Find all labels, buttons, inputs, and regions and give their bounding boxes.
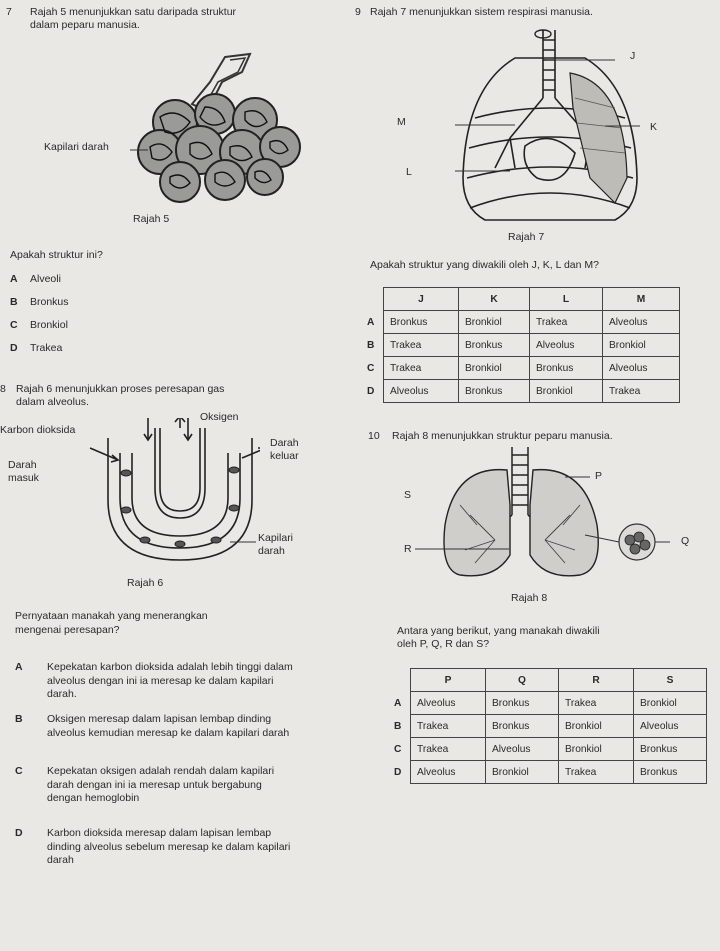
q7-figure-caption: Rajah 5 bbox=[133, 213, 170, 225]
table-cell: Trakea bbox=[603, 380, 680, 403]
q9-label-j: J bbox=[630, 50, 636, 62]
row-letter: A bbox=[367, 316, 375, 328]
q9-number: 9 bbox=[355, 6, 361, 18]
q10-question-line1: Antara yang berikut, yang manakah diwakili bbox=[397, 625, 600, 637]
table-cell: Bronkus bbox=[486, 715, 559, 738]
q9-col-header: L bbox=[530, 288, 603, 311]
q10-row-b[interactable] bbox=[394, 715, 707, 738]
table-cell: Alveolus bbox=[530, 334, 603, 357]
q9-figure-caption: Rajah 7 bbox=[508, 231, 545, 243]
row-letter: D bbox=[394, 766, 402, 778]
table-cell: Bronkus bbox=[384, 311, 459, 334]
q9-stem: Rajah 7 menunjukkan sistem respirasi manusia. bbox=[370, 6, 593, 18]
q7-question: Apakah struktur ini? bbox=[10, 249, 103, 261]
q9-label-l: L bbox=[406, 166, 412, 178]
row-letter: A bbox=[394, 697, 402, 709]
q10-row-c[interactable] bbox=[394, 738, 707, 761]
q7-option-d[interactable]: D Trakea bbox=[10, 342, 63, 354]
table-cell: Bronkiol bbox=[559, 738, 634, 761]
q7-options bbox=[10, 273, 69, 365]
q10-answer-table bbox=[394, 668, 707, 784]
q9-label-k: K bbox=[650, 121, 658, 133]
row-letter: D bbox=[367, 385, 375, 397]
table-header-row bbox=[367, 288, 680, 311]
q10-col-header: Q bbox=[486, 669, 559, 692]
row-letter: C bbox=[394, 743, 402, 755]
table-cell: Bronkiol bbox=[530, 380, 603, 403]
q8-number: 8 bbox=[0, 383, 6, 395]
table-cell: Trakea bbox=[530, 311, 603, 334]
table-cell: Bronkus bbox=[486, 692, 559, 715]
row-letter: B bbox=[367, 339, 375, 351]
table-cell: Bronkus bbox=[634, 761, 707, 784]
table-cell: Bronkiol bbox=[559, 715, 634, 738]
q8-label-darah-keluar-1: Darah bbox=[270, 437, 299, 449]
table-cell: Trakea bbox=[559, 761, 634, 784]
q7-option-c[interactable]: C Bronkiol bbox=[10, 319, 68, 331]
q7-option-b[interactable]: B Bronkus bbox=[10, 296, 69, 308]
table-cell: Bronkiol bbox=[459, 311, 530, 334]
respiratory-system-diagram bbox=[455, 28, 645, 223]
q8-figure-caption: Rajah 6 bbox=[127, 577, 164, 589]
q8-label-darah-masuk-1: Darah bbox=[8, 459, 37, 471]
q10-number: 10 bbox=[368, 430, 380, 442]
q10-col-header: R bbox=[559, 669, 634, 692]
q10-stem: Rajah 8 menunjukkan struktur peparu manusia. bbox=[392, 430, 613, 442]
q8-label-kapilari-2: darah bbox=[258, 545, 285, 557]
q9-question: Apakah struktur yang diwakili oleh J, K, L dan M? bbox=[370, 259, 599, 271]
table-cell: Trakea bbox=[384, 334, 459, 357]
q9-row-a[interactable] bbox=[367, 311, 680, 334]
table-cell: Bronkiol bbox=[486, 761, 559, 784]
q10-label-r: R bbox=[404, 543, 412, 555]
table-cell: Bronkus bbox=[459, 334, 530, 357]
q10-label-q: Q bbox=[681, 535, 690, 547]
q7-stem-line2: dalam peparu manusia. bbox=[30, 19, 140, 31]
table-cell: Bronkiol bbox=[634, 692, 707, 715]
q10-label-s: S bbox=[404, 489, 412, 501]
row-letter: B bbox=[394, 720, 402, 732]
q7-stem-line1: Rajah 5 menunjukkan satu daripada struktur bbox=[30, 6, 237, 18]
table-cell: Alveolus bbox=[411, 692, 486, 715]
table-cell: Alveolus bbox=[603, 357, 680, 380]
table-cell: Trakea bbox=[559, 692, 634, 715]
q8-stem-line1: Rajah 6 menunjukkan proses peresapan gas bbox=[16, 383, 225, 395]
table-cell: Bronkus bbox=[634, 738, 707, 761]
lungs-diagram bbox=[415, 445, 695, 585]
gas-exchange-diagram bbox=[60, 418, 260, 573]
q8-label-darah-keluar-2: keluar bbox=[270, 450, 299, 462]
q7-number: 7 bbox=[6, 6, 12, 18]
q9-row-b[interactable] bbox=[367, 334, 680, 357]
q9-col-header: K bbox=[459, 288, 530, 311]
q8-label-kapilari-1: Kapilari bbox=[258, 532, 294, 544]
q7-option-a[interactable]: A Alveoli bbox=[10, 273, 61, 285]
alveoli-diagram bbox=[130, 52, 305, 207]
table-cell: Trakea bbox=[411, 738, 486, 761]
q9-col-header: J bbox=[384, 288, 459, 311]
q9-answer-table bbox=[367, 287, 680, 403]
q10-col-header: P bbox=[411, 669, 486, 692]
q8-question-line1: Pernyataan manakah yang menerangkan bbox=[15, 610, 208, 622]
table-cell: Bronkus bbox=[530, 357, 603, 380]
table-cell: Alveolus bbox=[486, 738, 559, 761]
table-header-row bbox=[394, 669, 707, 692]
table-cell: Trakea bbox=[411, 715, 486, 738]
table-cell: Bronkus bbox=[459, 380, 530, 403]
row-letter: C bbox=[367, 362, 375, 374]
q10-row-d[interactable] bbox=[394, 761, 707, 784]
q9-label-m: M bbox=[397, 116, 406, 128]
q9-row-c[interactable] bbox=[367, 357, 680, 380]
q8-label-karbon: Karbon dioksida bbox=[0, 424, 76, 436]
table-cell: Alveolus bbox=[603, 311, 680, 334]
table-cell: Alveolus bbox=[634, 715, 707, 738]
q9-row-d[interactable] bbox=[367, 380, 680, 403]
q8-label-darah-masuk-2: masuk bbox=[8, 472, 39, 484]
table-cell: Alveolus bbox=[384, 380, 459, 403]
q10-question-line2: oleh P, Q, R dan S? bbox=[397, 638, 490, 650]
q8-label-oksigen: Oksigen bbox=[200, 411, 239, 423]
q8-stem-line2: dalam alveolus. bbox=[16, 396, 89, 408]
q7-label-kapilari: Kapilari darah bbox=[44, 141, 109, 153]
table-cell: Trakea bbox=[384, 357, 459, 380]
q9-col-header: M bbox=[603, 288, 680, 311]
q10-col-header: S bbox=[634, 669, 707, 692]
table-cell: Alveolus bbox=[411, 761, 486, 784]
q10-row-a[interactable] bbox=[394, 692, 707, 715]
q10-label-p: P bbox=[595, 470, 603, 482]
q10-figure-caption: Rajah 8 bbox=[511, 592, 548, 604]
q8-question-line2: mengenai peresapan? bbox=[15, 624, 120, 636]
table-cell: Bronkiol bbox=[459, 357, 530, 380]
table-cell: Bronkiol bbox=[603, 334, 680, 357]
